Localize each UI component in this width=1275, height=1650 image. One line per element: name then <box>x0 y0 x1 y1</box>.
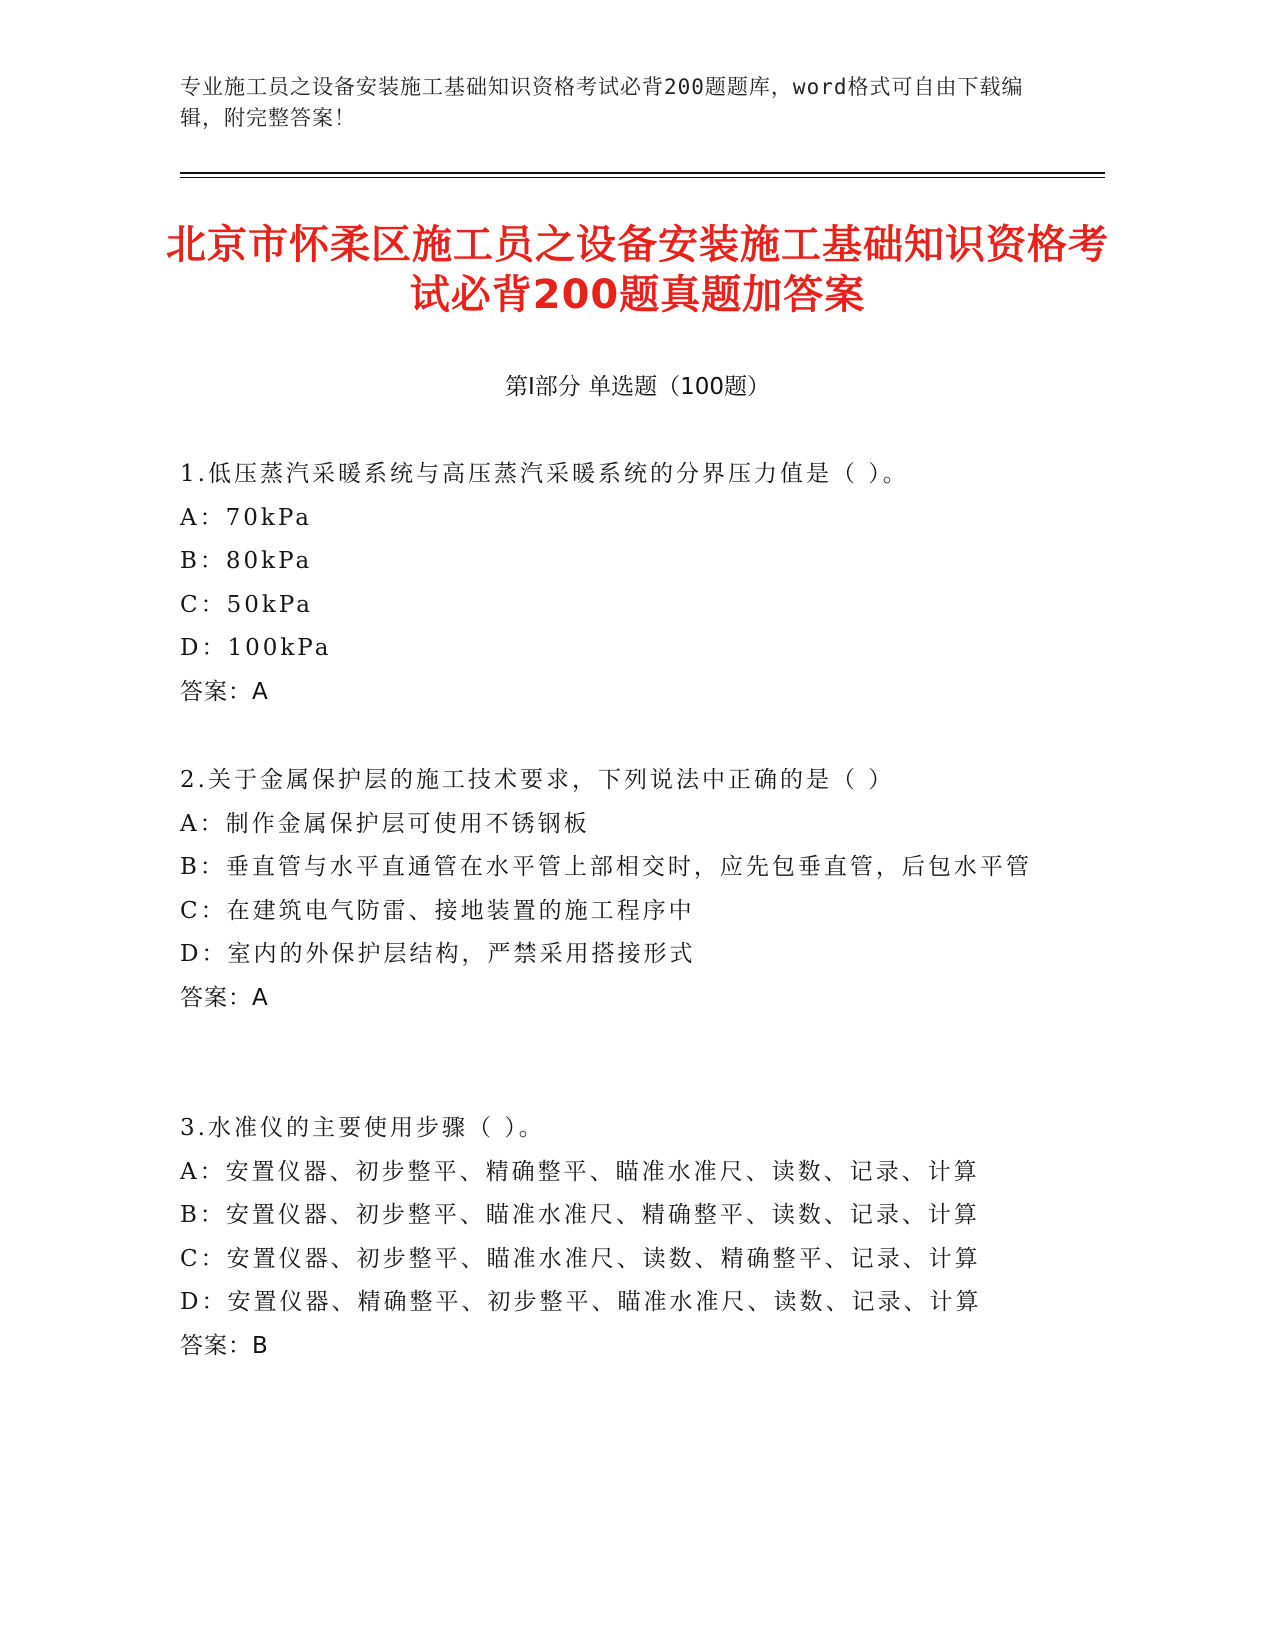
document-title: 北京市怀柔区施工员之设备安装施工基础知识资格考试必背200题真题加答案 <box>166 222 1109 318</box>
answer: 答案：A <box>180 678 269 705</box>
header-note: 专业施工员之设备安装施工基础知识资格考试必背200题题库，word格式可自由下载编辑，附完整答案！ <box>180 75 1024 130</box>
answer: 答案：A <box>180 984 269 1011</box>
option-c: C：50kPa <box>180 591 313 618</box>
answer: 答案：B <box>180 1332 269 1359</box>
header-rule <box>180 172 1105 174</box>
option-d: D：安置仪器、精确整平、初步整平、瞄准水准尺、读数、记录、计算 <box>180 1289 982 1315</box>
option-a: A：制作金属保护层可使用不锈钢板 <box>180 810 590 837</box>
option-b: B：80kPa <box>180 548 313 574</box>
question-stem: 2.关于金属保护层的施工技术要求，下列说法中正确的是（ ） <box>180 767 895 793</box>
option-a: A：70kPa <box>180 504 312 531</box>
option-d: D：100kPa <box>180 635 332 661</box>
option-c: C：安置仪器、初步整平、瞄准水准尺、读数、精确整平、记录、计算 <box>180 1245 981 1272</box>
question-2 <box>180 759 1040 1020</box>
option-c: C：在建筑电气防雷、接地装置的施工程序中 <box>180 897 695 924</box>
option-b: B：安置仪器、初步整平、瞄准水准尺、精确整平、读数、记录、计算 <box>180 1202 980 1228</box>
header-rule-thin <box>180 177 1105 178</box>
option-a: A：安置仪器、初步整平、精确整平、瞄准水准尺、读数、记录、计算 <box>180 1158 980 1185</box>
question-1 <box>180 453 1040 714</box>
section-heading: 第Ⅰ部分 单选题（100题） <box>505 374 770 400</box>
option-d: D：室内的外保护层结构，严禁采用搭接形式 <box>180 941 696 967</box>
option-b: B：垂直管与水平直通管在水平管上部相交时，应先包垂直管，后包水平管 <box>180 854 1032 880</box>
question-stem: 3.水准仪的主要使用步骤（ ）。 <box>180 1115 545 1141</box>
question-3 <box>180 1107 1040 1368</box>
question-stem: 1.低压蒸汽采暖系统与高压蒸汽采暖系统的分界压力值是（ ）。 <box>180 461 909 487</box>
